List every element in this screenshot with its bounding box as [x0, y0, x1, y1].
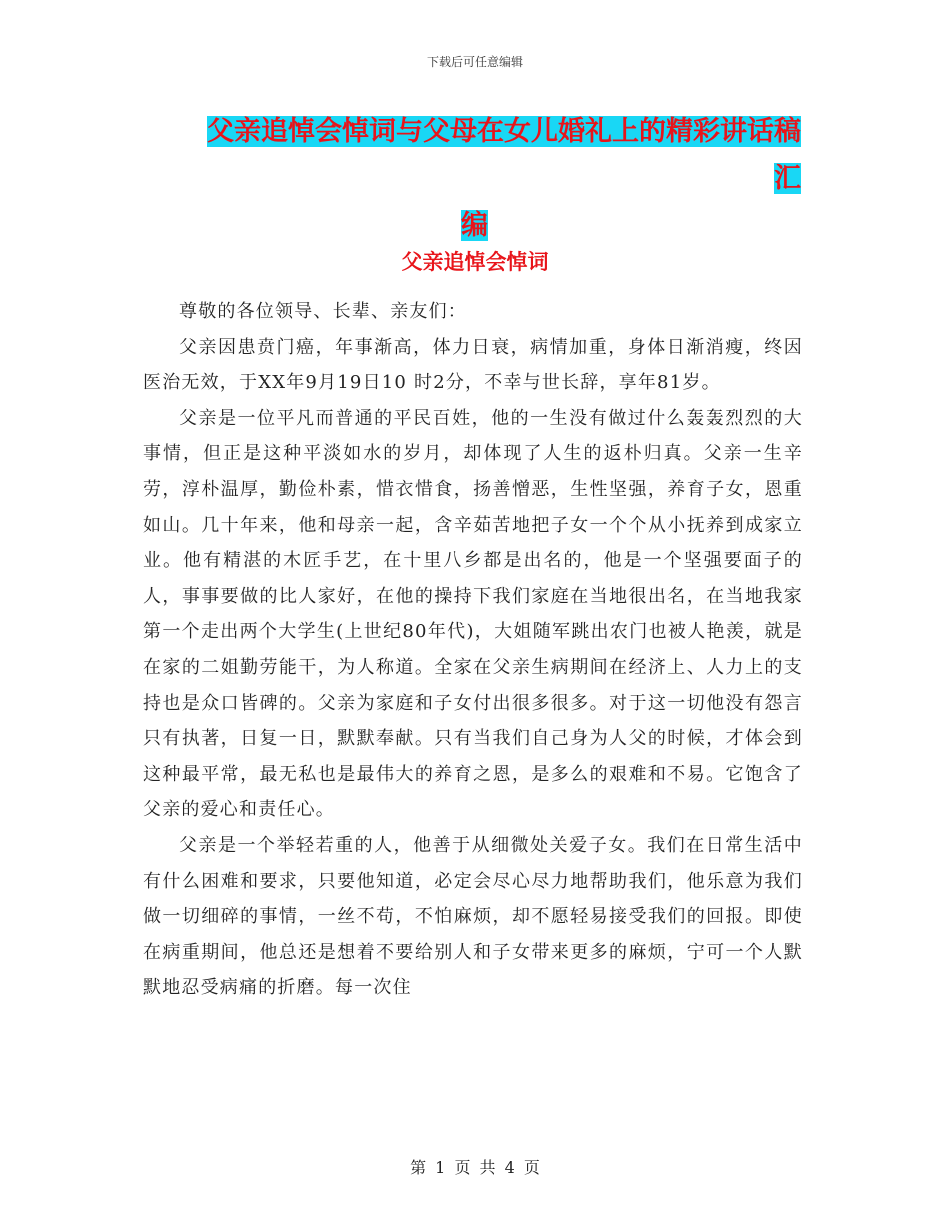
body-text: [143, 294, 803, 1006]
page-header-note: 下载后可任意编辑: [426, 55, 523, 69]
body-paragraph: 父亲是一个举轻若重的人，他善于从细微处关爱子女。我们在日常生活中有什么困难和要求，只要他知道，必定会尽心尽力地帮助我们，他乐意为我们做一切细碎的事情，一丝不苟，不怕麻烦，却不愿轻易接受我们的回报。即使在病重期间，他总还是想着不要给别人和子女带来更多的麻烦，宁可一个人默默地忍受病痛的折磨。每一次住: [143, 834, 803, 999]
document-title-line-1: 父亲追悼会悼词与父母在女儿婚礼上的精彩讲话稿汇: [207, 116, 801, 194]
document-title-line-2: 编: [461, 210, 488, 241]
document-title: [190, 108, 810, 249]
salutation-paragraph: 尊敬的各位领导、长辈、亲友们：: [179, 301, 467, 322]
section-title: 父亲追悼会悼词: [401, 250, 549, 274]
body-paragraph: 父亲因患贲门癌，年事渐高，体力日衰，病情加重，身体日渐消瘦，终因医治无效，于XX年9月19日10 时2分，不幸与世长辞，享年81岁。: [143, 336, 803, 394]
page-footer: 第 1 页 共 4 页: [410, 1158, 540, 1177]
body-paragraph: 父亲是一位平凡而普通的平民百姓，他的一生没有做过什么轰轰烈烈的大事情，但正是这种平淡如水的岁月，却体现了人生的返朴归真。父亲一生辛劳，淳朴温厚，勤俭朴素，惜衣惜食，扬善憎恶，生性坚强，养育子女，恩重如山。几十年来，他和母亲一起，含辛茹苦地把子女一个个从小抚养到成家立业。他有精湛的木匠手艺，在十里八乡都是出名的，他是一个坚强要面子的人，事事要做的比人家好，在他的操持下我们家庭在当地很出名，在当地我家第一个走出两个大学生(上世纪80年代)，大姐随军跳出农门也被人艳羡，就是在家的二姐勤劳能干，为人称道。全家在父亲生病期间在经济上、人力上的支持也是众口皆碑的。父亲为家庭和子女付出很多很多。对于这一切他没有怨言只有执著，日复一日，默默奉献。只有当我们自己身为人父的时候，才体会到这种最平常，最无私也是最伟大的养育之恩，是多么的艰难和不易。它饱含了父亲的爱心和责任心。: [143, 407, 803, 821]
